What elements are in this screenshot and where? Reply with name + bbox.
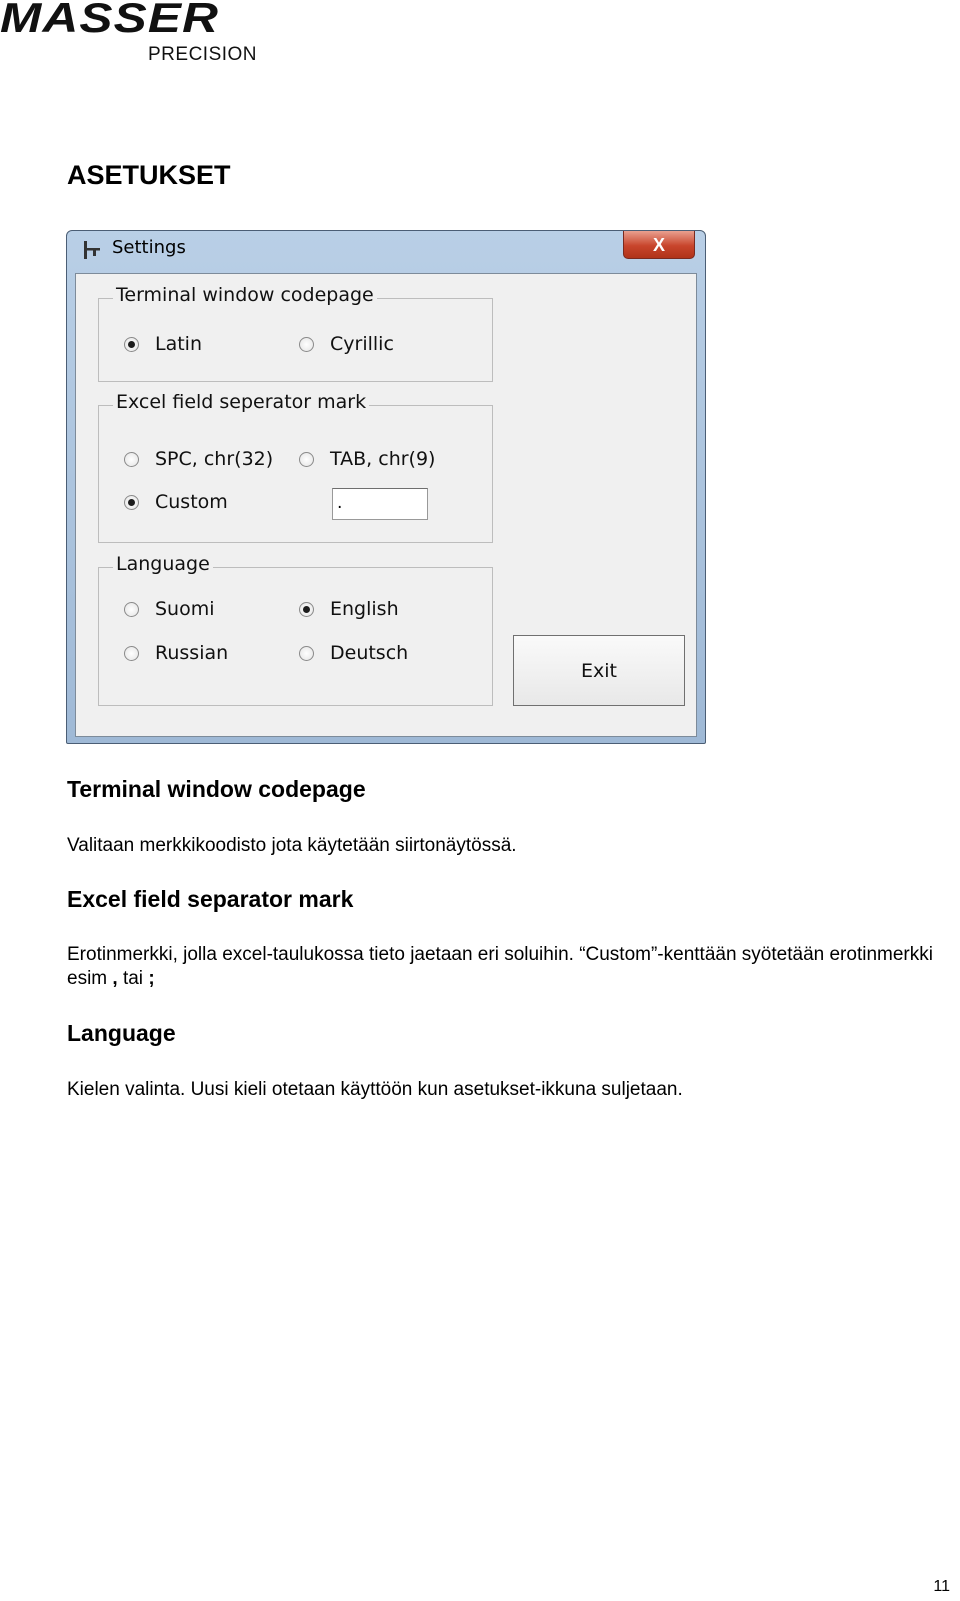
logo-tagline: PRECISION [148,44,258,65]
masser-logo [0,0,262,66]
text-separator-comma: , [112,968,118,989]
heading-separator: Excel field separator mark [67,886,354,912]
radio-custom-button[interactable] [124,495,139,510]
text-separator-or: tai [117,968,149,989]
text-separator-main: Erotinmerkki, jolla excel-taulukossa tieto jaetaan eri soluihin. “Custom”-kenttään syötetään erotinmerkki esim [67,944,933,989]
window-client-area [75,273,697,737]
heading-codepage: Terminal window codepage [67,776,366,802]
radio-cyrillic[interactable] [299,333,394,355]
logo-wordmark: MASSER [0,0,220,41]
language-group [98,553,493,706]
radio-tab[interactable] [299,448,435,470]
custom-separator-input[interactable]: . [332,488,428,520]
radio-latin[interactable] [124,333,202,355]
radio-english-button[interactable] [299,602,314,617]
radio-suomi-label: Suomi [155,598,215,620]
settings-window [66,230,706,744]
text-language: Kielen valinta. Uusi kieli otetaan käyttöön kun asetukset-ikkuna suljetaan. [67,1079,683,1100]
radio-suomi-button[interactable] [124,602,139,617]
app-icon [81,239,103,261]
text-separator [67,943,947,991]
text-codepage: Valitaan merkkikoodisto jota käytetään siirtonäytössä. [67,835,517,856]
window-title: Settings [112,237,186,258]
codepage-group-legend: Terminal window codepage [113,284,377,306]
radio-english-label: English [330,598,399,620]
radio-tab-button[interactable] [299,452,314,467]
heading-language: Language [67,1020,176,1046]
close-button[interactable]: X [623,231,695,259]
radio-cyrillic-button[interactable] [299,337,314,352]
exit-button[interactable]: Exit [513,635,685,706]
radio-suomi[interactable] [124,598,215,620]
radio-deutsch-label: Deutsch [330,642,409,664]
radio-spc-label: SPC, chr(32) [155,448,274,470]
radio-russian-label: Russian [155,642,229,664]
radio-english[interactable] [299,598,399,620]
page-title: ASETUKSET [67,160,231,190]
language-group-legend: Language [113,553,213,575]
radio-deutsch-button[interactable] [299,646,314,661]
radio-deutsch[interactable] [299,642,408,664]
codepage-group [98,284,493,382]
radio-custom-label: Custom [155,491,228,513]
text-separator-semicolon: ; [148,968,155,989]
radio-spc-button[interactable] [124,452,139,467]
separator-group-legend: Excel field seperator mark [113,391,369,413]
page-number: 11 [933,1578,950,1595]
radio-spc[interactable] [124,448,273,470]
radio-latin-label: Latin [155,333,202,355]
radio-tab-label: TAB, chr(9) [330,448,436,470]
separator-group [98,391,493,543]
radio-latin-button[interactable] [124,337,139,352]
radio-russian-button[interactable] [124,646,139,661]
radio-russian[interactable] [124,642,228,664]
radio-custom[interactable] [124,491,228,513]
radio-cyrillic-label: Cyrillic [330,333,394,355]
